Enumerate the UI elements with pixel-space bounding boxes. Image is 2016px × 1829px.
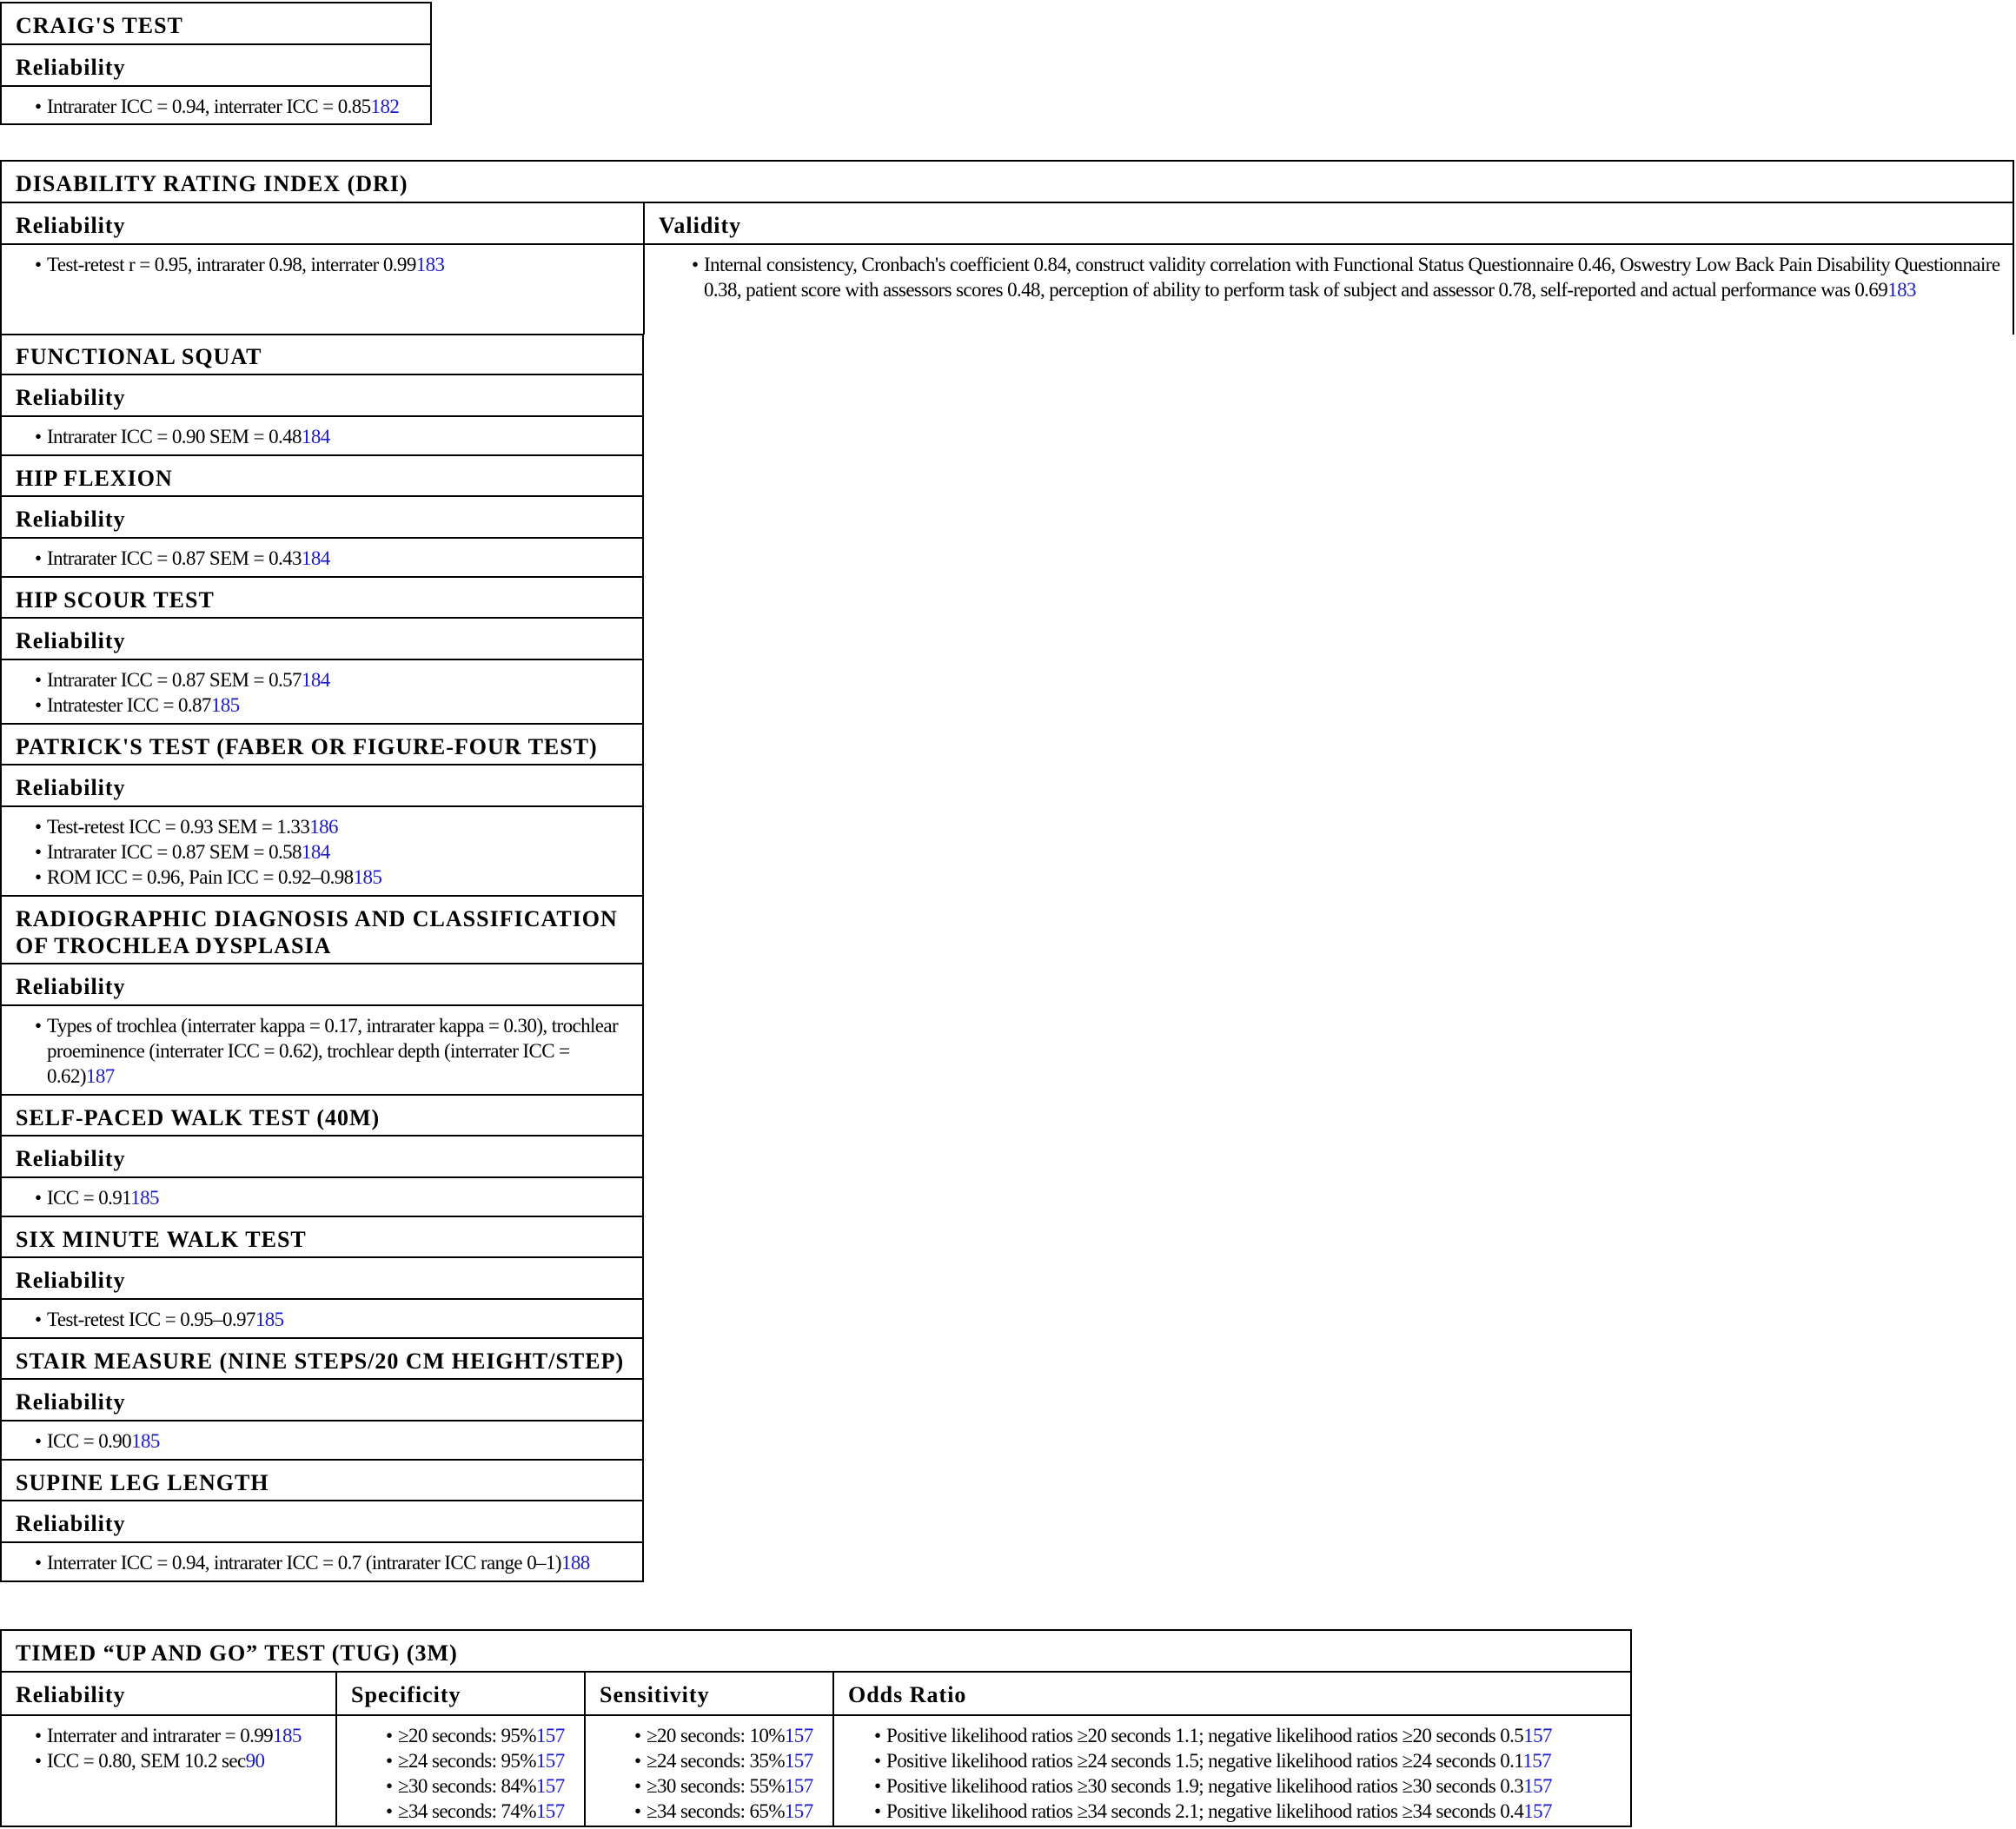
reference-link[interactable]: 157 (1523, 1775, 1552, 1797)
reference-link[interactable]: 183 (1887, 279, 1916, 301)
list-item (398, 1748, 577, 1773)
reference-link[interactable]: 185 (273, 1725, 302, 1746)
reliability-list (2, 539, 642, 578)
list-item (47, 814, 635, 839)
reliability-header: Reliability (2, 45, 430, 87)
item-text: Internal consistency, Cronbach's coefficient 0.84, construct validity correlation with Functional Status Questionnaire 0.46, Oswestry Low Back Pain Disability Questionnaire 0.38, patient score with assessors scores 0.48, perception of ability to perform task of subject and assessor 0.78, self-reported and actual performance was 0.69 (704, 254, 2000, 301)
item-text: Test-retest r = 0.95, intrarater 0.98, interrater 0.99 (47, 254, 416, 275)
reliability-list (2, 807, 642, 897)
section-title: HIP SCOUR TEST (2, 578, 642, 619)
section-block (2, 1339, 642, 1461)
item-text: Interrater and intrarater = 0.99 (47, 1725, 274, 1746)
reference-link[interactable]: 184 (301, 669, 330, 691)
item-text: Test-retest ICC = 0.95–0.97 (47, 1309, 255, 1330)
item-text: Intrarater ICC = 0.87 SEM = 0.43 (47, 547, 302, 569)
section-title: STAIR MEASURE (NINE STEPS/20 CM HEIGHT/STEP) (2, 1339, 642, 1380)
item-text: Intratester ICC = 0.87 (47, 694, 211, 716)
table-title: DISABILITY RATING INDEX (DRI) (16, 171, 408, 196)
reliability-list (2, 245, 644, 282)
list-item (886, 1773, 1623, 1799)
section-title: FUNCTIONAL SQUAT (2, 335, 642, 375)
dri-validity-cell (645, 245, 2014, 335)
reference-link[interactable]: 157 (535, 1775, 565, 1797)
reliability-header: Reliability (16, 1682, 126, 1707)
reliability-list (2, 1543, 642, 1580)
list-item (47, 1748, 328, 1773)
reference-link[interactable]: 157 (1523, 1725, 1552, 1746)
item-text: ICC = 0.80, SEM 10.2 sec (47, 1750, 246, 1772)
table-title: TIMED “UP AND GO” TEST (TUG) (3M) (2, 1631, 1630, 1673)
list-item (47, 546, 635, 571)
section-title: RADIOGRAPHIC DIAGNOSIS AND CLASSIFICATION OF TROCHLEA DYSPLASIA (2, 897, 642, 964)
list-item (47, 252, 637, 277)
list-item (704, 252, 2000, 302)
section-block (2, 456, 642, 578)
item-text: Positive likelihood ratios ≥24 seconds 1.5; negative likelihood ratios ≥24 seconds 0.1 (886, 1750, 1523, 1772)
list-item (47, 1307, 635, 1332)
list-item (47, 1185, 635, 1210)
item-text: Positive likelihood ratios ≥34 seconds 2.1; negative likelihood ratios ≥34 seconds 0.4 (886, 1800, 1524, 1822)
section-title: PATRICK'S TEST (FABER OR FIGURE-FOUR TEST) (2, 725, 642, 765)
item-text: Positive likelihood ratios ≥30 seconds 1.9; negative likelihood ratios ≥30 seconds 0.3 (886, 1775, 1524, 1797)
list-item (647, 1799, 826, 1824)
section-block (2, 1217, 642, 1339)
reliability-list (2, 660, 642, 725)
list-item (47, 1428, 635, 1454)
odds-ratio-list (834, 1716, 1630, 1829)
item-text: Test-retest ICC = 0.93 SEM = 1.33 (47, 816, 310, 838)
list-item (47, 424, 635, 449)
item-text: ≥34 seconds: 65% (647, 1800, 785, 1822)
section-block (2, 1096, 642, 1217)
reference-link[interactable]: 182 (370, 96, 400, 117)
reference-link[interactable]: 157 (1523, 1800, 1552, 1822)
reliability-header: Reliability (2, 765, 642, 807)
reliability-header: Reliability (16, 213, 126, 238)
list-item (47, 865, 635, 890)
reference-link[interactable]: 185 (255, 1309, 284, 1330)
list-item (47, 693, 635, 718)
section-block (2, 725, 642, 897)
specificity-header: Specificity (351, 1682, 461, 1707)
reference-link[interactable]: 187 (85, 1065, 115, 1087)
section-block (2, 335, 642, 456)
item-text: Positive likelihood ratios ≥20 seconds 1.1; negative likelihood ratios ≥20 seconds 0.5 (886, 1725, 1524, 1746)
reference-link[interactable]: 183 (415, 254, 445, 275)
dri-table-title-row (0, 160, 2014, 203)
dri-header-row (0, 202, 2014, 245)
reliability-list (2, 1178, 642, 1217)
reliability-header: Reliability (2, 497, 642, 539)
item-text: ICC = 0.90 (47, 1430, 132, 1452)
item-text: ≥24 seconds: 35% (647, 1750, 785, 1772)
reliability-list (2, 1716, 335, 1779)
dri-reliability-cell (0, 245, 644, 335)
reference-link[interactable]: 185 (353, 866, 382, 888)
reference-link[interactable]: 157 (535, 1750, 565, 1772)
list-item (47, 94, 423, 119)
list-item (398, 1799, 577, 1824)
item-text: ≥20 seconds: 10% (647, 1725, 785, 1746)
sections-stack (0, 335, 644, 1582)
reference-link[interactable]: 184 (301, 426, 330, 447)
specificity-list (337, 1716, 584, 1829)
item-text: Intrarater ICC = 0.87 SEM = 0.57 (47, 669, 302, 691)
reliability-header: Reliability (2, 1136, 642, 1178)
list-item (886, 1748, 1623, 1773)
reference-link[interactable]: 157 (535, 1725, 565, 1746)
item-text: ≥24 seconds: 95% (398, 1750, 536, 1772)
reliability-list (2, 87, 430, 124)
reliability-list (2, 417, 642, 456)
reliability-header: Reliability (2, 1258, 642, 1300)
reliability-list (2, 1006, 642, 1096)
item-text: Interrater ICC = 0.94, intrarater ICC = 0.7 (intrarater ICC range 0–1) (47, 1552, 561, 1574)
validity-header: Validity (659, 213, 742, 238)
list-item (47, 1550, 635, 1575)
item-text: Intrarater ICC = 0.90 SEM = 0.48 (47, 426, 302, 447)
list-item (647, 1748, 826, 1773)
reference-link[interactable]: 185 (131, 1430, 160, 1452)
section-title: HIP FLEXION (2, 456, 642, 497)
reference-link[interactable]: 157 (784, 1800, 813, 1822)
list-item (398, 1723, 577, 1748)
reliability-header: Reliability (2, 1501, 642, 1543)
reference-link[interactable]: 184 (301, 547, 330, 569)
reference-link[interactable]: 185 (210, 694, 240, 716)
list-item (47, 1723, 328, 1748)
item-text: ≥30 seconds: 84% (398, 1775, 536, 1797)
list-item (886, 1799, 1623, 1824)
reference-link[interactable]: 157 (784, 1775, 813, 1797)
reliability-list (2, 1421, 642, 1461)
item-text: ICC = 0.91 (47, 1187, 131, 1209)
odds-ratio-header: Odds Ratio (848, 1682, 967, 1707)
reliability-list (2, 1300, 642, 1339)
list-item (886, 1723, 1623, 1748)
section-block (2, 1461, 642, 1580)
reference-link[interactable]: 157 (535, 1800, 565, 1822)
table-title: CRAIG'S TEST (2, 3, 430, 45)
section-block (2, 897, 642, 1096)
reference-link[interactable]: 186 (309, 816, 338, 838)
section-block (2, 578, 642, 725)
sensitivity-header: Sensitivity (600, 1682, 710, 1707)
item-text: Intrarater ICC = 0.87 SEM = 0.58 (47, 841, 302, 863)
item-text: Intrarater ICC = 0.94, interrater ICC = 0.85 (47, 96, 371, 117)
section-title: SUPINE LEG LENGTH (2, 1461, 642, 1501)
reference-link[interactable]: 90 (245, 1750, 265, 1772)
reliability-header: Reliability (2, 964, 642, 1006)
section-title: SIX MINUTE WALK TEST (2, 1217, 642, 1258)
tug-table (0, 1629, 1632, 1827)
reference-link[interactable]: 184 (301, 841, 330, 863)
list-item (47, 839, 635, 865)
list-item (398, 1773, 577, 1799)
list-item (47, 667, 635, 693)
craig-table (0, 2, 432, 125)
reliability-header: Reliability (2, 619, 642, 660)
reference-link[interactable]: 188 (560, 1552, 590, 1574)
item-text: ≥30 seconds: 55% (647, 1775, 785, 1797)
item-text: ≥20 seconds: 95% (398, 1725, 536, 1746)
reference-link[interactable]: 157 (784, 1725, 813, 1746)
reliability-header: Reliability (2, 375, 642, 417)
list-item (647, 1773, 826, 1799)
item-text: ≥34 seconds: 74% (398, 1800, 536, 1822)
reference-link[interactable]: 185 (130, 1187, 159, 1209)
list-item (47, 1013, 635, 1089)
list-item (647, 1723, 826, 1748)
reliability-header: Reliability (2, 1380, 642, 1421)
sensitivity-list (586, 1716, 832, 1829)
reference-link[interactable]: 157 (1522, 1750, 1552, 1772)
item-text: ROM ICC = 0.96, Pain ICC = 0.92–0.98 (47, 866, 354, 888)
item-text: Types of trochlea (interrater kappa = 0.17, intrarater kappa = 0.30), trochlear proeminence (interrater ICC = 0.62), trochlear depth (interrater ICC = 0.62) (47, 1015, 619, 1087)
reference-link[interactable]: 157 (784, 1750, 813, 1772)
section-title: SELF-PACED WALK TEST (40M) (2, 1096, 642, 1136)
validity-list (645, 245, 2014, 308)
